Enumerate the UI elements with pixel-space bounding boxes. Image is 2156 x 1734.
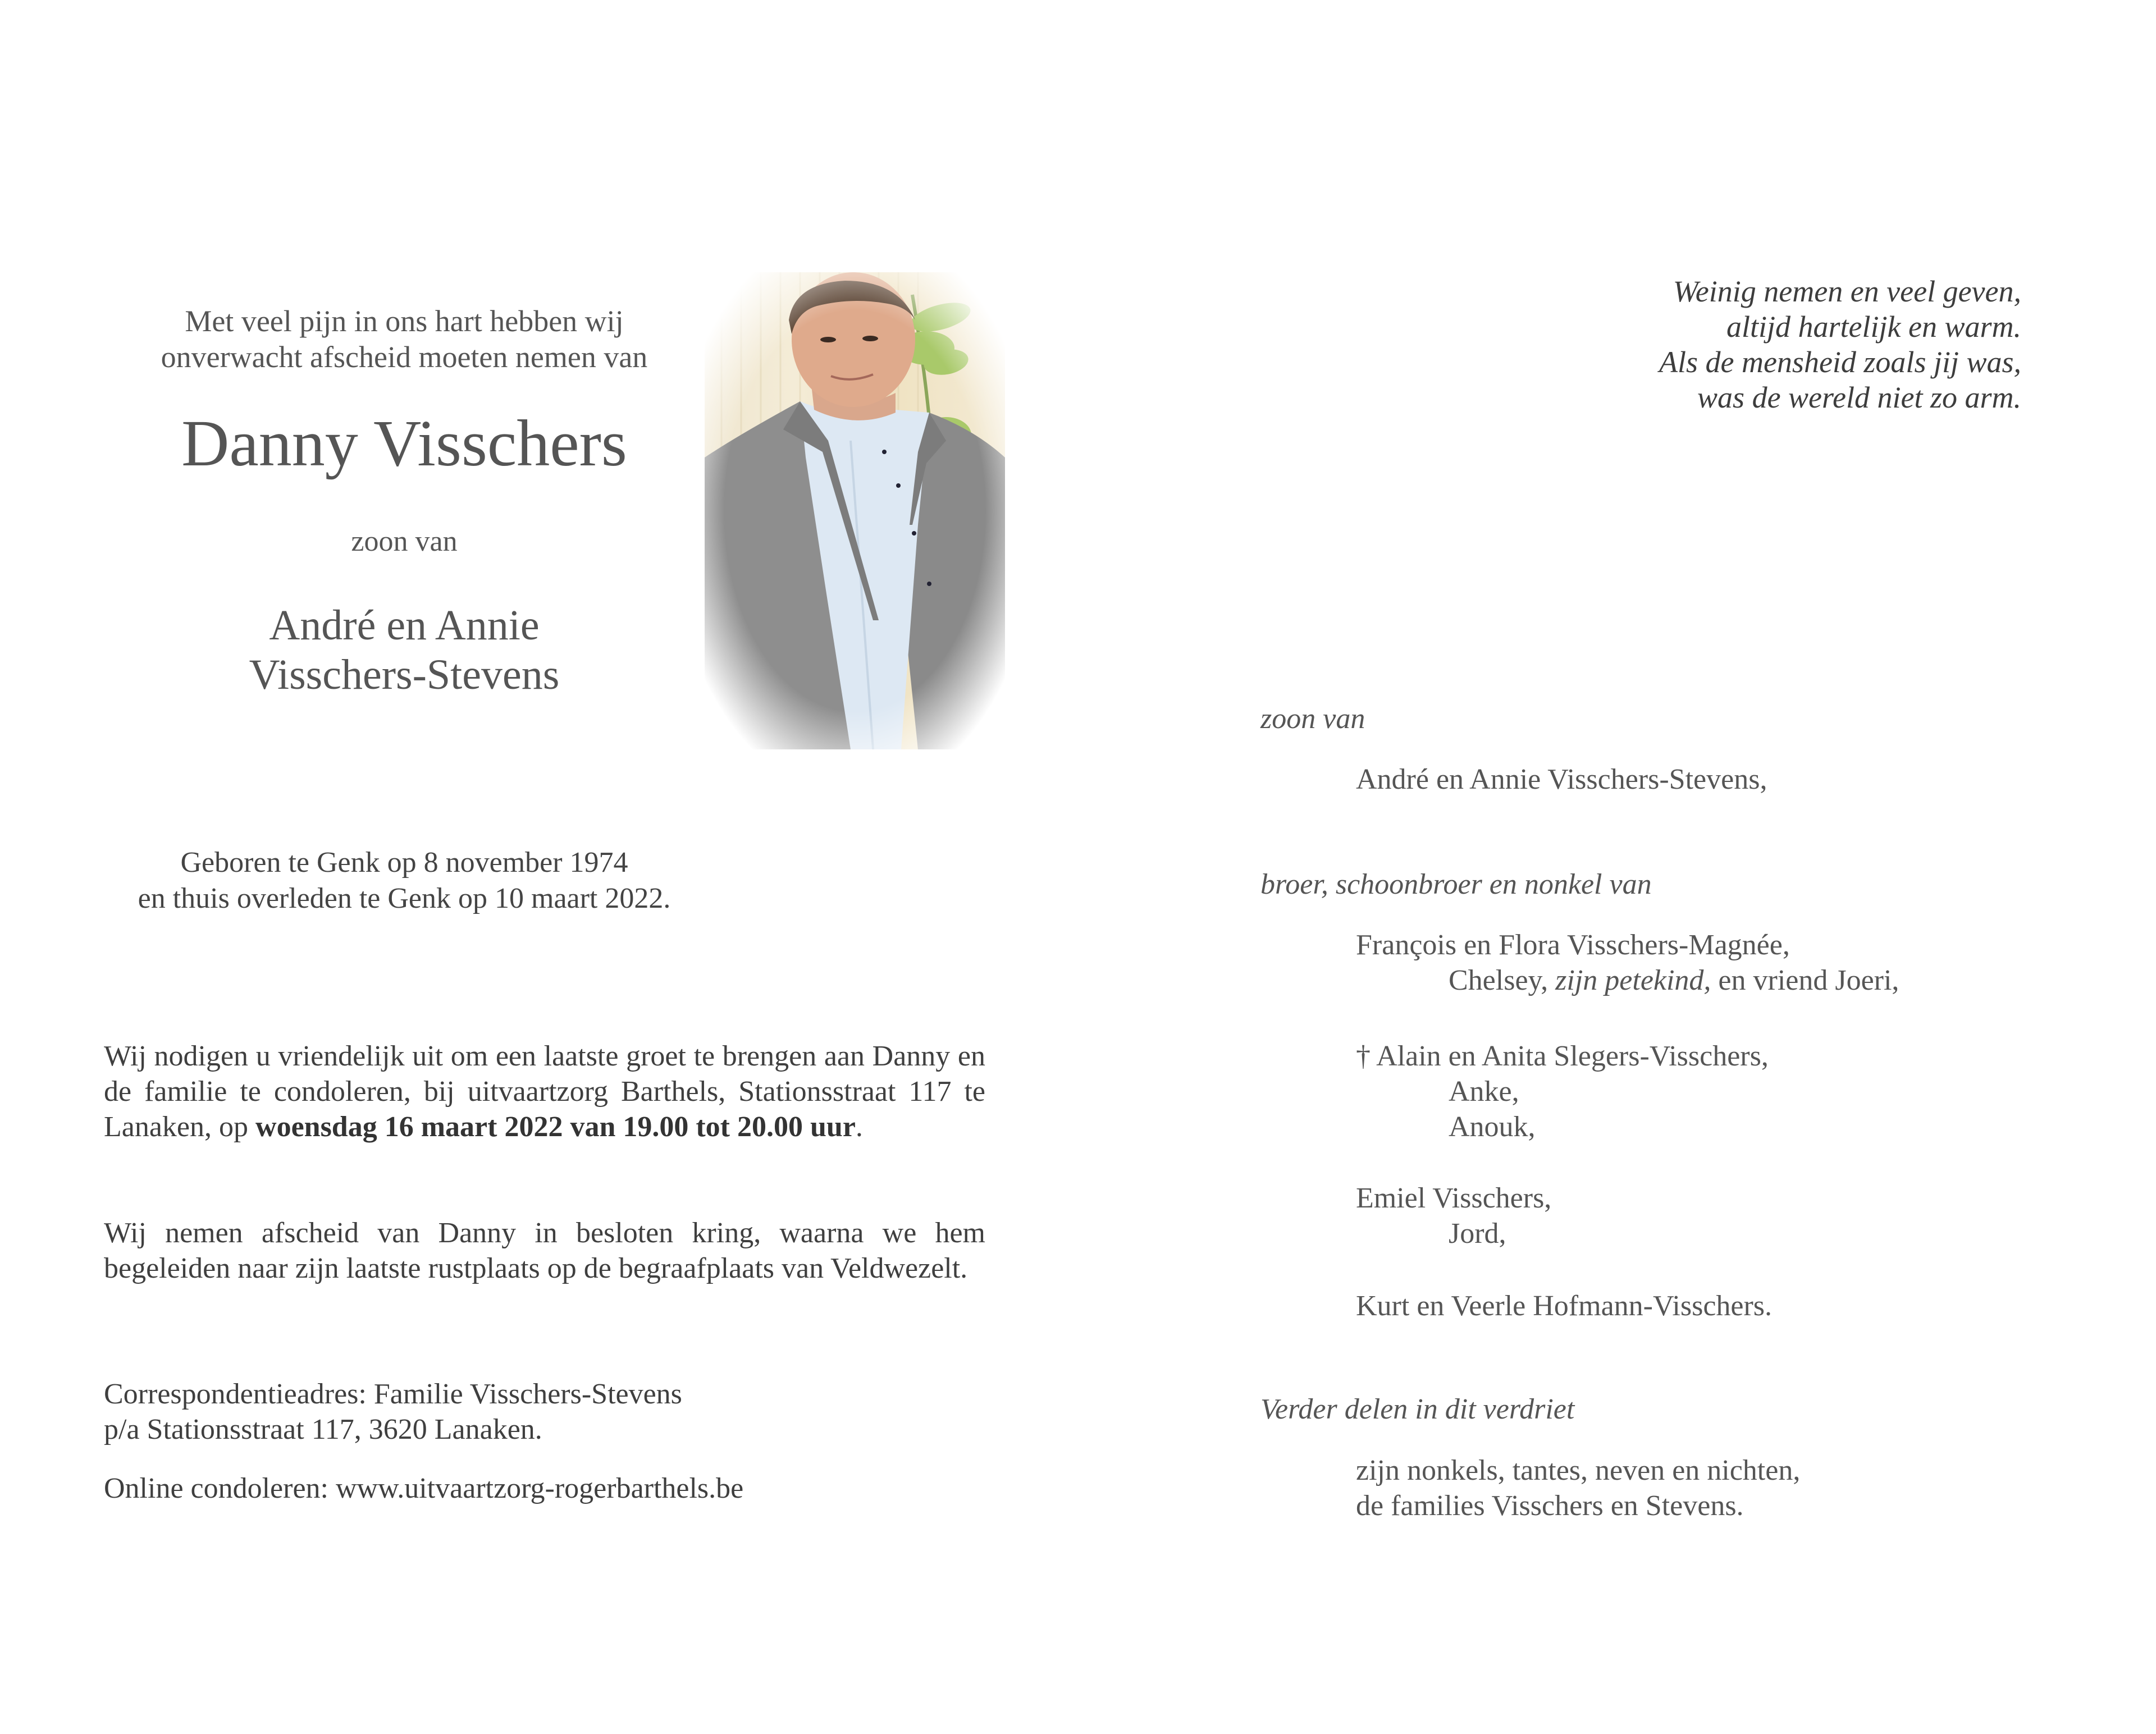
sibling-group: Kurt en Veerle Hofmann-Visschers.	[1356, 1290, 1773, 1322]
visitation-date-time: woensdag 16 maart 2022 van 19.00 tot 20.00 uur	[255, 1111, 856, 1143]
memorial-poem: Weinig nemen en veel geven, altijd hartelijk en warm. Als de mensheid zoals jij was, was de wereld niet zo arm.	[1659, 274, 2021, 414]
intro-text: Met veel pijn in ons hart hebben wij onverwacht afscheid moeten nemen van	[161, 304, 648, 374]
son-of-label: zoon van	[351, 525, 458, 557]
child-entry: Anke,	[1449, 1076, 1519, 1108]
birth-death-dates: Geboren te Genk op 8 november 1974 en thuis overleden te Genk op 10 maart 2022.	[138, 847, 671, 914]
section-heading-further-family: Verder delen in dit verdriet	[1260, 1393, 1575, 1425]
section-heading-siblings: broer, schoonbroer en nonkel van	[1260, 868, 1652, 900]
sibling-group: Emiel Visschers, Jord,	[1356, 1181, 1551, 1251]
online-condolence-link[interactable]: Online condoleren: www.uitvaartzorg-rogerbarthels.be	[104, 1472, 744, 1504]
deceased-cross-entry: † Alain en Anita Slegers-Visschers,	[1356, 1040, 1769, 1072]
portrait-photo	[705, 272, 1005, 749]
child-entry: Chelsey, zijn petekind, en vriend Joeri,	[1449, 964, 1899, 996]
portrait-image	[705, 272, 1005, 749]
correspondence-address: Correspondentieadres: Familie Visschers-Stevens p/a Stationsstraat 117, 3620 Lanaken.	[104, 1378, 682, 1445]
child-entry: Anouk,	[1449, 1111, 1536, 1143]
deceased-name: Danny Visschers	[181, 406, 627, 480]
further-family: zijn nonkels, tantes, neven en nichten, de families Visschers en Stevens.	[1356, 1454, 1801, 1522]
farewell-text: Wij nemen afscheid van Danny in besloten kring, waarna we hem begeleiden naar zijn laatste rustplaats op de begraafplaats van Veldwezelt.	[104, 1217, 985, 1284]
sibling-group	[1356, 1038, 1769, 1145]
relation-entry: André en Annie Visschers-Stevens,	[1356, 763, 1767, 795]
child-entry: Jord,	[1449, 1218, 1506, 1250]
visitation-invitation: Wij nodigen u vriendelijk uit om een laatste groet te brengen aan Danny en de familie te condoleren, bij uitvaartzorg Barthels, Stationsstraat 117 te Lanaken, op woensdag 16 maart 2022 van 19.00 tot 20.00 uur.	[104, 1040, 985, 1143]
sibling-group: François en Flora Visschers-Magnée, Chelsey, zijn petekind, en vriend Joeri,	[1356, 927, 1899, 998]
section-heading-son-of: zoon van	[1260, 703, 1365, 735]
parents-names: André en Annie Visschers-Stevens	[249, 602, 560, 698]
